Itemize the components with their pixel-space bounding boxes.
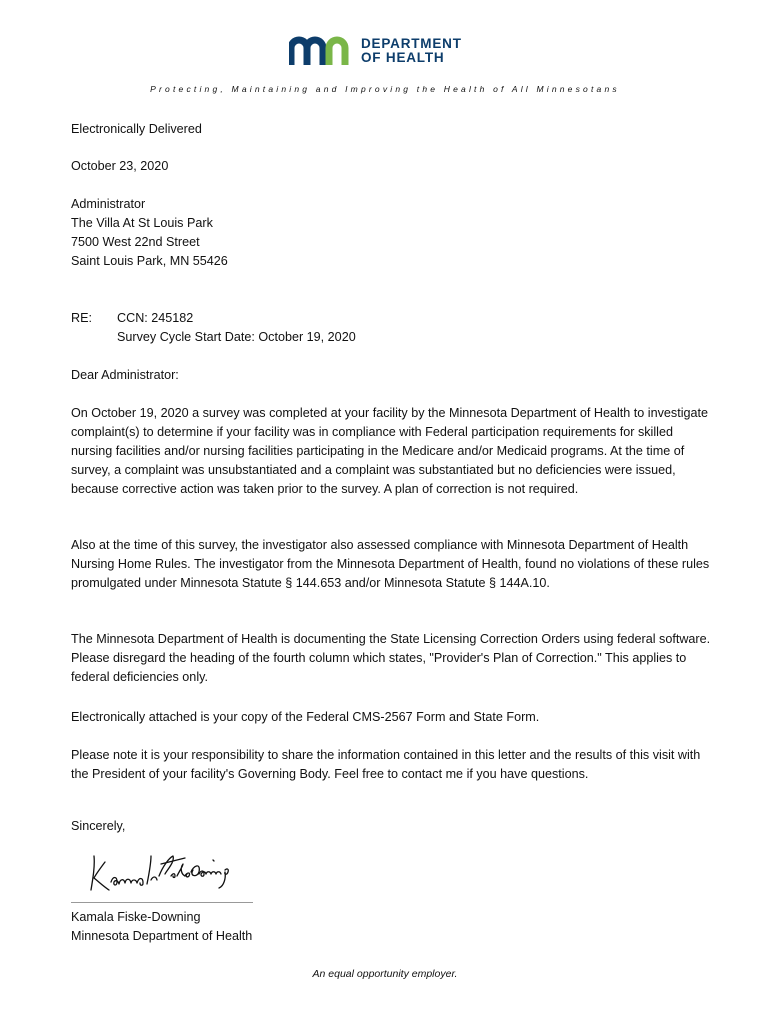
re-survey-date: Survey Cycle Start Date: October 19, 2020: [117, 330, 356, 344]
letter-date: October 23, 2020: [71, 159, 169, 173]
address-line: Administrator: [71, 197, 146, 211]
signer-name: Kamala Fiske-Downing: [71, 910, 201, 924]
address-line: The Villa At St Louis Park: [71, 216, 213, 230]
signer-organization: Minnesota Department of Health: [71, 929, 253, 943]
paragraph: Also at the time of this survey, the investigator also assessed compliance with Minnesota Department of Health Nursing Home Rules. The investigator from the Minnesota Department of Health, found no violations of these rules promulgated under Minnesota Statute § 144.653 and/or Minnesota Statute § 144A.10.: [71, 538, 710, 590]
address-line: 7500 West 22nd Street: [71, 235, 200, 249]
paragraph: On October 19, 2020 a survey was completed at your facility by the Minnesota Department of Health to investigate complaint(s) to determine if your facility was in compliance with Federal participation requirements for skilled nursing facilities and/or nursing facilities participating in the Medicare and/or Medicaid programs. At the time of survey, a complaint was unsubstantiated and a complaint was substantiated but no deficiencies were issued, because corrective action was taken prior to the survey. A plan of correction is not required.: [71, 406, 709, 496]
recipient-address: [71, 195, 711, 271]
re-block: [117, 309, 356, 347]
signer-block: [71, 908, 711, 946]
paragraph: The Minnesota Department of Health is documenting the State Licensing Correction Orders using federal software. Please disregard the heading of the fourth column which states, "Provider's Plan of Correction." This applies to federal deficiencies only.: [71, 632, 711, 684]
mdh-logo: [289, 36, 462, 66]
logo-wordmark: [361, 37, 462, 65]
mn-logo-icon: [289, 36, 353, 66]
handwritten-signature: [85, 848, 245, 903]
re-ccn: CCN: 245182: [117, 311, 194, 325]
re-label: RE:: [71, 311, 92, 325]
delivery-method: Electronically Delivered: [71, 122, 202, 136]
address-line: Saint Louis Park, MN 55426: [71, 254, 228, 268]
paragraph: Please note it is your responsibility to share the information contained in this letter and the results of this visit with the President of your facility's Governing Body. Feel free to contact me if you have questions.: [71, 748, 701, 781]
tagline: Protecting, Maintaining and Improving the Health of All Minnesotans: [150, 84, 620, 94]
logo-line-1: DEPARTMENT: [361, 36, 462, 51]
signature-line: [71, 902, 253, 903]
salutation: Dear Administrator:: [71, 368, 179, 382]
paragraph: Electronically attached is your copy of the Federal CMS-2567 Form and State Form.: [71, 710, 540, 724]
footer-text: An equal opportunity employer.: [312, 968, 458, 980]
closing: Sincerely,: [71, 819, 126, 833]
logo-line-2: OF HEALTH: [361, 50, 445, 65]
